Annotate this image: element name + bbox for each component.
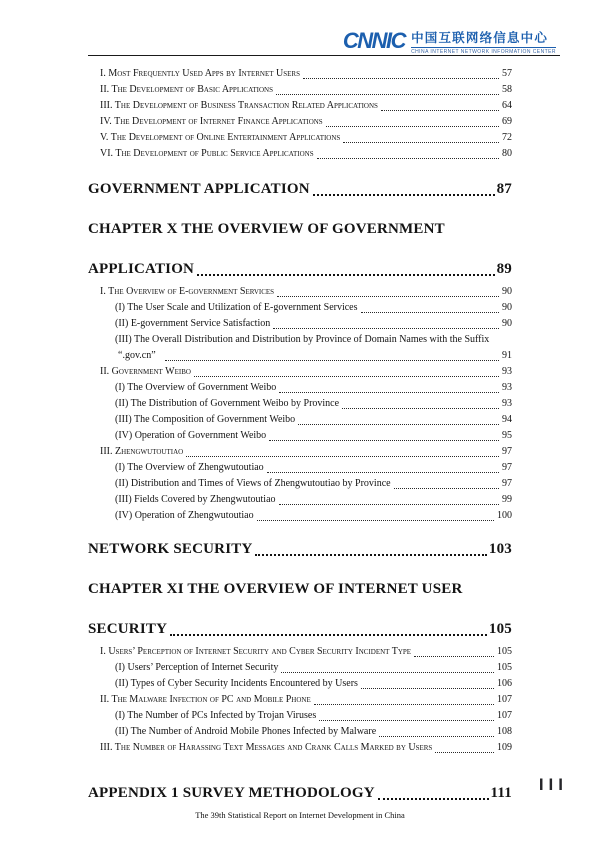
toc-entry-continuation	[118, 348, 512, 364]
dotted-leader	[381, 110, 499, 111]
toc-entry-label: CHAPTER XI THE OVERVIEW OF INTERNET USER	[88, 581, 463, 597]
toc-entry-page: 93	[502, 382, 512, 393]
toc-entry-label: I. Users’ Perception of Internet Security and Cyber Security Incident Type	[100, 646, 412, 657]
toc-entry-level1	[100, 114, 512, 130]
toc-entry-page: 109	[497, 742, 512, 753]
dotted-leader	[326, 126, 499, 127]
toc-entry-level2	[115, 492, 512, 508]
toc-entry-level2	[115, 316, 512, 332]
toc-entry-page: 106	[497, 678, 512, 689]
dotted-leader	[170, 634, 487, 636]
toc-entry-page: 97	[502, 478, 512, 489]
toc-entry-level2	[115, 396, 512, 412]
toc-entry-label: (I) Users’ Perception of Internet Security	[115, 662, 279, 673]
dotted-leader	[257, 520, 494, 521]
dotted-leader	[298, 424, 499, 425]
toc-entry-level1	[100, 444, 512, 460]
toc-entry-label: (II) The Distribution of Government Weibo by Province	[115, 398, 340, 409]
toc-entry-level2	[115, 724, 512, 740]
toc-entry-label: III. The Development of Business Transaction Related Applications	[100, 100, 378, 111]
toc-entry-page: 99	[502, 494, 512, 505]
toc-entry-label: (III) The Composition of Government Weibo	[115, 414, 296, 425]
dotted-leader	[186, 456, 499, 457]
toc-chapter-heading	[88, 618, 512, 640]
toc-entry-label: IV. The Development of Internet Finance Applications	[100, 116, 323, 127]
dotted-leader	[269, 440, 499, 441]
dotted-leader	[197, 274, 494, 276]
toc-entry-level1	[100, 146, 512, 162]
toc-entry-label: (IV) Operation of Zhengwutoutiao	[115, 510, 254, 521]
toc-chapter-heading-line	[88, 578, 512, 600]
dotted-leader	[276, 94, 499, 95]
toc-entry-label: (I) The Number of PCs Infected by Trojan Viruses	[115, 710, 317, 721]
toc-entry-page: 97	[502, 446, 512, 457]
toc	[88, 62, 512, 804]
toc-entry-page: 90	[502, 318, 512, 329]
dotted-leader	[378, 798, 489, 800]
toc-entry-label: “.gov.cn”	[118, 350, 156, 361]
toc-entry-label: APPLICATION	[88, 261, 195, 277]
cnnic-wordmark: CNNIC	[342, 28, 406, 53]
toc-entry-page: 111	[490, 785, 512, 801]
dotted-leader	[165, 360, 499, 361]
dotted-leader	[342, 408, 499, 409]
toc-entry-level2	[115, 508, 512, 524]
toc-entry-label: III. The Number of Harassing Text Messages and Crank Calls Marked by Users	[100, 742, 433, 753]
dotted-leader	[361, 688, 494, 689]
dotted-leader	[273, 328, 499, 329]
toc-entry-page: 108	[497, 726, 512, 737]
toc-entry-page: 90	[502, 286, 512, 297]
toc-entry-level1	[100, 284, 512, 300]
toc-entry-label: I. The Overview of E-government Services	[100, 286, 275, 297]
toc-entry-page: 97	[502, 462, 512, 473]
dotted-leader	[277, 296, 499, 297]
toc-part-heading	[88, 538, 512, 560]
dotted-leader	[279, 504, 499, 505]
toc-entry-label: (II) The Number of Android Mobile Phones Infected by Malware	[115, 726, 377, 737]
toc-entry-page: 91	[502, 350, 512, 361]
footer-report-title: The 39th Statistical Report on Internet Development in China	[195, 810, 405, 820]
toc-entry-level2	[115, 660, 512, 676]
toc-entry-label: GOVERNMENT APPLICATION	[88, 181, 310, 197]
header-divider-line	[88, 55, 560, 56]
toc-entry-level2	[115, 708, 512, 724]
toc-entry-level2	[115, 460, 512, 476]
dotted-leader	[314, 704, 494, 705]
toc-chapter-heading	[88, 258, 512, 280]
toc-entry-level1	[100, 82, 512, 98]
toc-entry-level2-wrap	[115, 332, 512, 348]
toc-entry-page: 100	[497, 510, 512, 521]
cnnic-chinese-name: 中国互联网络信息中心	[411, 31, 549, 45]
toc-entry-page: 90	[502, 302, 512, 313]
dotted-leader	[303, 78, 499, 79]
dotted-leader	[267, 472, 499, 473]
cnnic-english-name: CHINA INTERNET NETWORK INFORMATION CENTER	[411, 49, 556, 55]
toc-entry-label: V. The Development of Online Entertainment Applications	[100, 132, 341, 143]
cnnic-logo	[342, 28, 556, 55]
dotted-leader	[435, 752, 494, 753]
toc-entry-label: SECURITY	[88, 621, 168, 637]
toc-entry-level2	[115, 300, 512, 316]
toc-part-heading	[88, 782, 512, 804]
toc-entry-level2	[115, 476, 512, 492]
toc-entry-page: 80	[502, 148, 512, 159]
toc-entry-label: II. The Malware Infection of PC and Mobile Phone	[100, 694, 311, 705]
toc-entry-page: 105	[488, 621, 512, 637]
toc-entry-label: II. The Development of Basic Applications	[100, 84, 273, 95]
toc-entry-level1	[100, 66, 512, 82]
toc-entry-label: (IV) Operation of Government Weibo	[115, 430, 267, 441]
toc-entry-label: VI. The Development of Public Service Applications	[100, 148, 314, 159]
toc-entry-label: NETWORK SECURITY	[88, 541, 253, 557]
toc-entry-page: 107	[497, 694, 512, 705]
toc-entry-page: 94	[502, 414, 512, 425]
toc-entry-level1	[100, 98, 512, 114]
toc-entry-label: (II) Distribution and Times of Views of Zhengwutoutiao by Province	[115, 478, 391, 489]
toc-entry-page: 93	[502, 398, 512, 409]
toc-entry-label: (I) The User Scale and Utilization of E-government Services	[115, 302, 358, 313]
toc-entry-page: 93	[502, 366, 512, 377]
toc-entry-level1	[100, 692, 512, 708]
toc-entry-page: 95	[502, 430, 512, 441]
toc-chapter-heading-line	[88, 218, 512, 240]
toc-entry-label: II. Government Weibo	[100, 366, 191, 377]
footer-page-number: III	[538, 775, 568, 794]
dotted-leader	[313, 194, 495, 196]
dotted-leader	[194, 376, 499, 377]
toc-entry-page: 105	[497, 662, 512, 673]
toc-entry-label: (III) The Overall Distribution and Distribution by Province of Domain Names with the Suffix	[115, 334, 490, 345]
toc-entry-page: 87	[496, 181, 512, 197]
dotted-leader	[319, 720, 494, 721]
dotted-leader	[343, 142, 499, 143]
dotted-leader	[361, 312, 499, 313]
toc-entry-level1	[100, 364, 512, 380]
toc-entry-page: 103	[488, 541, 512, 557]
toc-entry-label: CHAPTER X THE OVERVIEW OF GOVERNMENT	[88, 221, 445, 237]
toc-entry-page: 58	[502, 84, 512, 95]
toc-entry-page: 105	[497, 646, 512, 657]
toc-entry-level2	[115, 412, 512, 428]
toc-entry-level2	[115, 676, 512, 692]
toc-entry-level2	[115, 428, 512, 444]
toc-entry-label: (III) Fields Covered by Zhengwutoutiao	[115, 494, 276, 505]
dotted-leader	[317, 158, 499, 159]
cnnic-logo-text	[411, 31, 556, 55]
toc-entry-label: (II) E-government Service Satisfaction	[115, 318, 271, 329]
toc-entry-page: 89	[496, 261, 512, 277]
toc-entry-page: 72	[502, 132, 512, 143]
toc-entry-label: (II) Types of Cyber Security Incidents Encountered by Users	[115, 678, 358, 689]
toc-entry-label: I. Most Frequently Used Apps by Internet Users	[100, 68, 300, 79]
toc-entry-level1	[100, 644, 512, 660]
dotted-leader	[394, 488, 499, 489]
toc-entry-level1	[100, 130, 512, 146]
dotted-leader	[379, 736, 494, 737]
dotted-leader	[279, 392, 499, 393]
dotted-leader	[281, 672, 494, 673]
toc-entry-level2	[115, 380, 512, 396]
toc-entry-page: 107	[497, 710, 512, 721]
toc-entry-label: (I) The Overview of Zhengwutoutiao	[115, 462, 264, 473]
toc-entry-page: 69	[502, 116, 512, 127]
toc-entry-label: (I) The Overview of Government Weibo	[115, 382, 277, 393]
toc-entry-page: 57	[502, 68, 512, 79]
toc-entry-page: 64	[502, 100, 512, 111]
toc-entry-label: APPENDIX 1 SURVEY METHODOLOGY	[88, 785, 375, 801]
toc-entry-label: III. Zhengwutoutiao	[100, 446, 184, 457]
toc-entry-level1	[100, 740, 512, 756]
dotted-leader	[255, 554, 486, 556]
toc-part-heading	[88, 178, 512, 200]
dotted-leader	[414, 656, 494, 657]
